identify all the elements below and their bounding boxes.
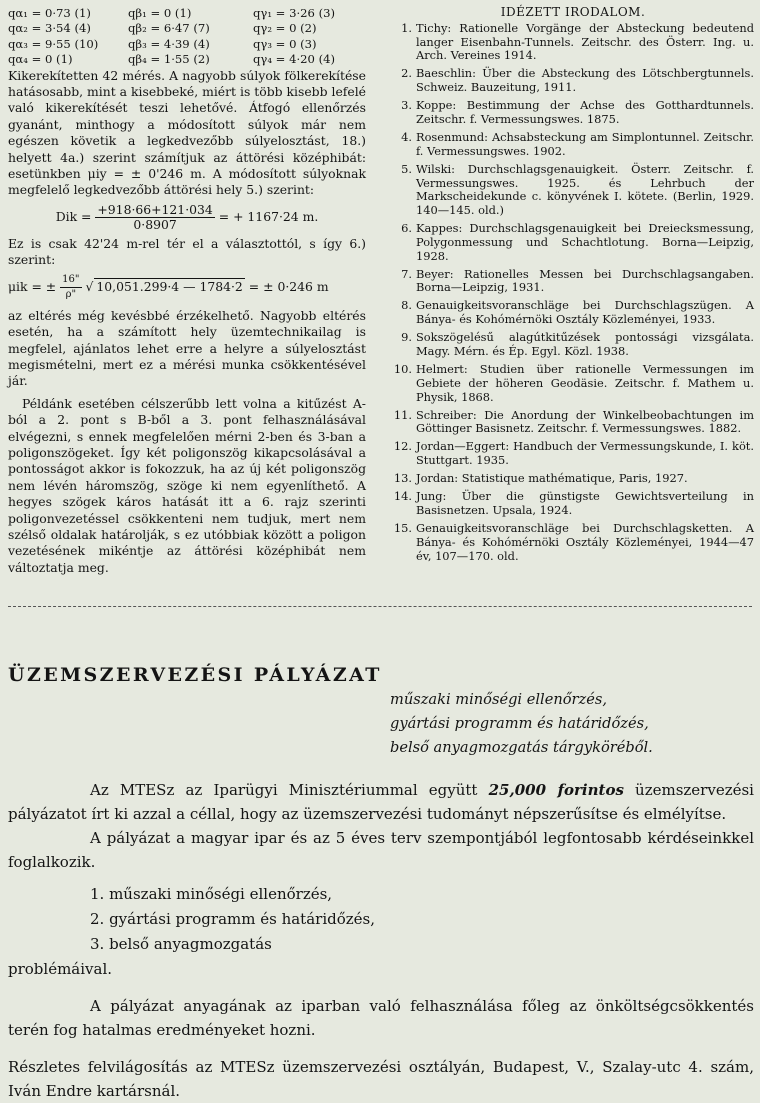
reference-item: [392, 22, 754, 63]
reference-text: Koppe: Bestimmung der Achse des Gotthardtunnels. Zeitschr. f. Vermessungswes. 1875.: [416, 98, 754, 126]
reference-text: Beyer: Rationelles Messen bei Durchschlagsangaben. Borna—Leipzig, 1931.: [416, 266, 754, 295]
references-list: [392, 22, 754, 564]
paragraph-rounding: Kikerekítetten 42 mérés. A nagyobb súlyok fölkerekítése hatásosabb, mint a kisebbeké, miért is több kisebb lefelé való kikerekítését teszi lehetővé. Átfogó ellenőrzés gyanánt, minthogy a módosított súlyok már nem egészen követik a legkedvezőbb súlyelosztást, 18.) helyett 4a.) szerint számítjuk az áttörési középhibát: esetünkben μiy = ± 0'246 m. A módosított súlyoknak megfelelő legkedvezőbb áttörési hely 5.) szerint:: [8, 67, 366, 198]
reference-text: Tichy: Rationelle Vorgänge der Absteckung bedeutend langer Eisenbahn-Tunnels. Zeitschr. des Österr. Ing. u. Arch. Vereines 1914.: [416, 20, 754, 63]
reference-number: 9.: [401, 330, 412, 345]
formula-fraction: [60, 273, 81, 302]
reference-number: 15.: [393, 520, 412, 535]
formula-breakthrough-location: [8, 203, 366, 232]
announcement-contact: Részletes felvilágosítás az MTESz üzemszervezési osztályán, Budapest, V., Szalay-utc 4. szám, Iván Endre kartársnál.: [8, 1058, 754, 1100]
reference-number: 13.: [393, 471, 412, 486]
reference-text: Schreiber: Die Anordung der Winkelbeobachtungen im Göttinger Basisnetz. Zeitschr. f. Vermessungswes. 1882.: [416, 407, 754, 436]
reference-text: Helmert: Studien über rationelle Vermessungen im Gebiete der höheren Geodäsie. Zeitschr. f. Mathem u. Physik, 1868.: [416, 362, 754, 404]
formula-fraction: [95, 203, 214, 232]
reference-number: 5.: [401, 161, 412, 176]
reference-item: [392, 331, 754, 359]
reference-number: 6.: [401, 221, 412, 236]
reference-text: Baeschlin: Über die Absteckung des Lötschbergtunnels. Schweiz. Bauzeitung, 1911.: [416, 66, 754, 95]
left-column: [8, 6, 366, 576]
text-span: Az MTESz az Iparügyi Minisztériummal együtt: [90, 781, 489, 799]
references-heading: IDÉZETT IRODALOM.: [500, 5, 646, 19]
formula-mean-error: [8, 273, 366, 302]
weight-cell: qβ₄ = 1·55 (2): [128, 52, 210, 67]
reference-item: [392, 522, 754, 563]
reference-item: [392, 409, 754, 437]
reference-number: 2.: [401, 66, 412, 81]
announcement-paragraph-1: [8, 778, 754, 826]
paragraph-example: Példánk esetében célszerűbb lett volna a kitűzést A-ból a 2. pont s B-ből a 3. pont felhasználásával elvégezni, s ennek megfelelően mérni 2-ben és 3-ban a poligonszögeket. Így két poligonszög kikapcsolásával a pontosságot akkor is fokozzuk, ha az új két poligonszög nem lévén háromszög, szöge ki nem egyenlíthető. A hegyes szögek káros hatását itt a 6. rajz szerinti poligonvezetéssel csökkenteni nem tudjuk, mert nem szélső oldalak határolják, s ez utóbbiak között a poligon vezetésének mikéntje az áttörési középhibát nem változtatja meg.: [8, 395, 366, 575]
announcement-paragraph-2: A pályázat a magyar ipar és az 5 éves terv szempontjából legfontosabb kérdéseinkkel foglalkozik.: [8, 829, 754, 871]
formula-numerator: +918·66+121·034: [97, 201, 213, 217]
announcement-subtitle: [390, 688, 653, 760]
topic-item: 2. gyártási programm és határidőzés,: [90, 910, 375, 928]
reference-number: 7.: [401, 266, 412, 281]
reference-number: 12.: [393, 439, 412, 454]
weight-cell: qγ₄ = 4·20 (4): [253, 52, 336, 67]
reference-text: Genauigkeitsvoranschläge bei Durchschlagsketten. A Bánya- és Kohómérnöki Osztály Közleményei, 1944—47 év, 107—170. old.: [416, 520, 754, 563]
reference-number: 11.: [393, 407, 412, 422]
reference-text: Jordan—Eggert: Handbuch der Vermessungskunde, I. köt. Stuttgart. 1935.: [416, 439, 754, 468]
reference-text: Jung: Über die günstigste Gewichtsverteilung in Basisnetzen. Upsala, 1924.: [416, 489, 754, 517]
weight-cell: qγ₁ = 3·26 (3): [253, 6, 336, 20]
reference-item: [392, 440, 754, 468]
weight-cell: qγ₂ = 0 (2): [253, 21, 317, 36]
formula-radicand: 10,051.299·4 — 1784·2: [96, 279, 243, 295]
weight-cell: qα₃ = 9·55 (10): [8, 36, 99, 51]
topic-item: 1. műszaki minőségi ellenőrzés,: [90, 885, 333, 903]
weight-cell: qβ₃ = 4·39 (4): [128, 36, 210, 51]
sqrt-sign: √: [85, 278, 94, 294]
reference-text: Sokszögelésű alagútkitűzések pontossági vizsgálata. Magy. Mérn. és Ép. Egyl. Közl. 1938.: [416, 330, 754, 359]
weight-cell: qβ₂ = 6·47 (7): [128, 21, 210, 36]
reference-text: Rosenmund: Achsabsteckung am Simplontunnel. Zeitschr. f. Vermessungswes. 1902.: [416, 129, 754, 158]
announcement-title: ÜZEMSZERVEZÉSI PÁLYÁZAT: [8, 664, 382, 686]
announcement-paragraph-3: A pályázat anyagának az iparban való felhasználása főleg az önköltségcsökkentés terén fog hatalmas eredményeket hozni.: [8, 997, 754, 1039]
topic-list: [8, 882, 754, 957]
formula-numerator: 16": [60, 273, 81, 288]
subtitle-line: műszaki minőségi ellenőrzés,: [390, 691, 607, 708]
formula-lhs: μik = ±: [8, 278, 57, 294]
reference-item: [392, 67, 754, 95]
reference-item: [392, 299, 754, 327]
reference-item: [392, 131, 754, 159]
topic-item: 3. belső anyagmozgatás: [90, 935, 272, 953]
reference-item: [392, 163, 754, 218]
announcement-body: [8, 778, 754, 1103]
weight-cell: qγ₃ = 0 (3): [253, 36, 317, 51]
weight-cell: qα₂ = 3·54 (4): [8, 21, 91, 36]
formula-denominator: 0·8907: [133, 216, 177, 232]
reference-text: Jordan: Statistique mathématique, Paris, 1927.: [416, 471, 688, 486]
subtitle-line: gyártási programm és határidőzés,: [390, 715, 649, 732]
paragraph-sensitivity: az eltérés még kevésbbé érzékelhető. Nagyobb eltérés esetén, ha a számított hely üzemtechnikailag is megfelel, ajánlatos lehet erre a helyre a súlyelosztást megismételni, mert ez a mérési munka csökkentésével jár.: [8, 307, 366, 389]
references-column: [392, 6, 754, 568]
reference-item: [392, 490, 754, 518]
section-divider: [8, 606, 752, 607]
reference-item: [392, 268, 754, 296]
reference-item: [392, 363, 754, 404]
formula-denominator: ρ": [65, 288, 77, 300]
list-closing: problémáival.: [8, 960, 113, 978]
weights-table: [8, 6, 366, 68]
formula-rhs: = ± 0·246 m: [248, 278, 329, 294]
reference-number: 14.: [393, 489, 412, 504]
reference-item: [392, 222, 754, 263]
formula-rhs: = + 1167·24 m.: [218, 209, 319, 225]
reference-text: Genauigkeitsvoranschläge bei Durchschlagszügen. A Bánya- és Kohómérnöki Osztály Közleményei, 1933.: [416, 298, 754, 327]
reference-item: [392, 472, 754, 486]
weight-cell: qα₄ = 0 (1): [8, 52, 73, 67]
formula-lhs: Dik =: [55, 209, 92, 225]
weight-cell: qα₁ = 0·73 (1): [8, 6, 91, 20]
reference-number: 3.: [401, 98, 412, 113]
subtitle-line: belső anyagmozgatás tárgyköréből.: [390, 739, 653, 756]
reference-number: 10.: [393, 362, 412, 377]
reference-number: 1.: [401, 20, 412, 35]
text-span: üzemszervezési pályázatot írt ki azzal a céllal, hogy az üzemszervezési tudományt népszerűsítse és elmélyítse.: [8, 781, 754, 823]
prize-amount: 25,000 forintos: [488, 781, 624, 799]
weight-cell: qβ₁ = 0 (1): [128, 6, 192, 20]
reference-number: 8.: [401, 298, 412, 313]
paragraph-deviation: Ez is csak 42'24 m-rel tér el a választottól, s így 6.) szerint:: [8, 235, 366, 268]
reference-text: Kappes: Durchschlagsgenauigkeit bei Dreiecksmessung, Polygonmessung und Schachtlotung. Borna—Leipzig, 1928.: [416, 221, 754, 263]
reference-text: Wilski: Durchschlagsgenauigkeit. Österr. Zeitschr. f. Vermessungswes. 1925. és Lehrbuch der Markscheidekunde c. könyvének I. kötete. (Berlin, 1929. 140—145. old.): [416, 161, 754, 218]
reference-number: 4.: [401, 129, 412, 144]
reference-item: [392, 99, 754, 127]
